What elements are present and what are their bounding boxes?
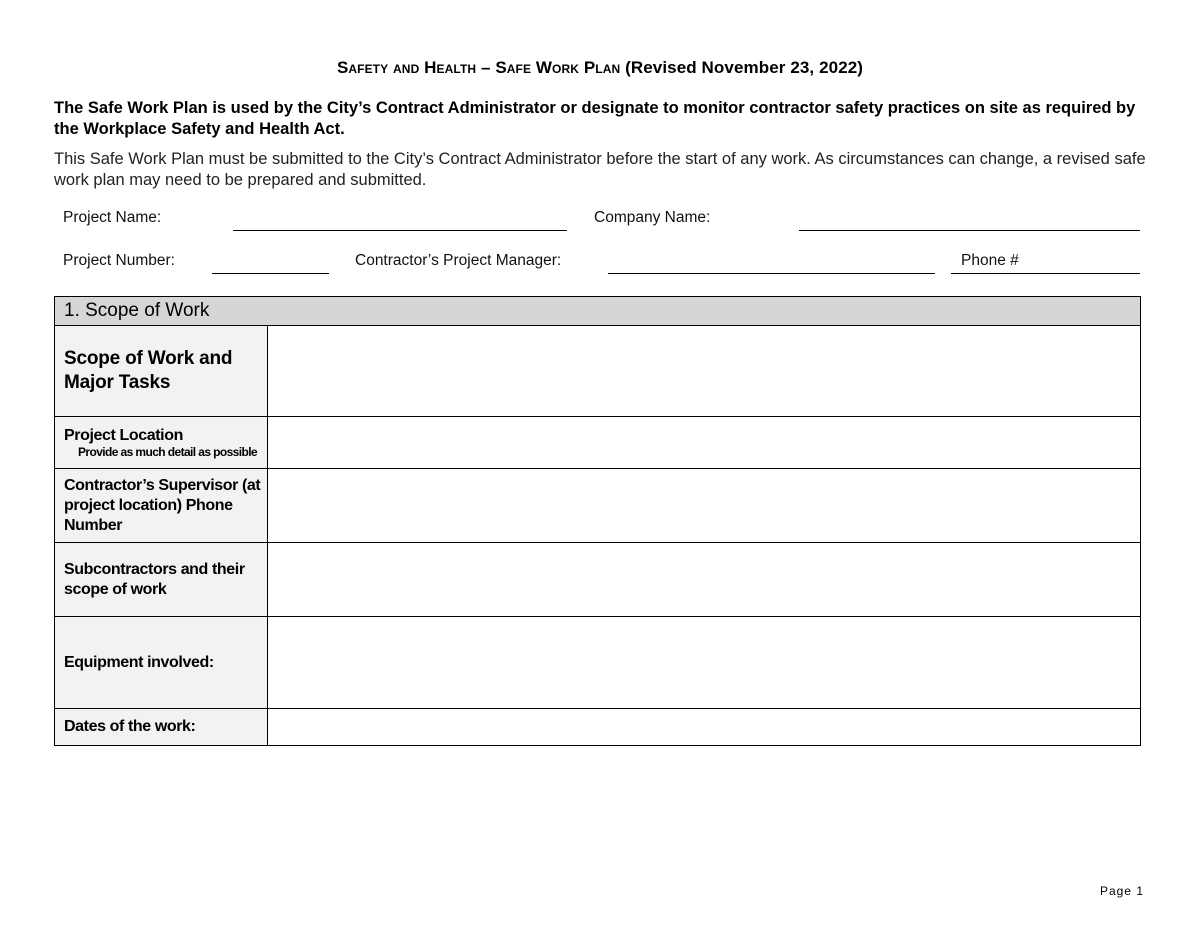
- section-title: 1. Scope of Work: [55, 297, 1141, 326]
- row-value-dates[interactable]: [268, 709, 1141, 746]
- company-name-input-line[interactable]: [799, 230, 1140, 231]
- table-row: [55, 417, 1141, 469]
- row-label-text: Scope of Work and Major Tasks: [64, 348, 233, 393]
- table-row: [55, 469, 1141, 543]
- scope-of-work-table: [54, 296, 1141, 746]
- row-label-text: Subcontractors and their scope of work: [64, 560, 245, 598]
- project-number-input-line[interactable]: [212, 273, 329, 274]
- section-header-row: [55, 297, 1141, 326]
- row-value-location[interactable]: [268, 417, 1141, 469]
- row-label-location: [55, 417, 268, 469]
- project-manager-label: Contractor’s Project Manager:: [355, 252, 562, 269]
- row-value-subcontractors[interactable]: [268, 543, 1141, 617]
- table-row: [55, 326, 1141, 417]
- title-separator: –: [476, 58, 496, 77]
- company-name-label: Company Name:: [594, 209, 711, 226]
- project-number-label: Project Number:: [63, 252, 175, 269]
- project-name-input-line[interactable]: [233, 230, 567, 231]
- table-row: [55, 617, 1141, 709]
- title-revised: (Revised November 23, 2022): [620, 58, 864, 77]
- table-row: [55, 543, 1141, 617]
- row-label-text: Equipment involved:: [64, 653, 214, 671]
- title-part-2: Safe Work Plan: [495, 58, 621, 77]
- row-value-equipment[interactable]: [268, 617, 1141, 709]
- row-value-supervisor[interactable]: [268, 469, 1141, 543]
- project-manager-input-line[interactable]: [608, 273, 935, 274]
- row-label-supervisor: [55, 469, 268, 543]
- phone-label: Phone #: [961, 252, 1019, 269]
- intro-instructions: This Safe Work Plan must be submitted to the City’s Contract Administrator before the start of any work. As circumstances can change, a revised safe work plan may need to be prepared and submitted.: [54, 150, 1146, 189]
- intro-purpose: The Safe Work Plan is used by the City’s Contract Administrator or designate to monitor contractor safety practices on site as required by the Workplace Safety and Health Act.: [54, 99, 1136, 138]
- table-row: [55, 709, 1141, 746]
- row-label-subcontractors: [55, 543, 268, 617]
- phone-input-line[interactable]: [951, 273, 1140, 274]
- document-title: [0, 58, 1200, 78]
- row-label-text: Dates of the work:: [64, 718, 196, 735]
- row-label-scope: [55, 326, 268, 417]
- page-number: Page 1: [1099, 884, 1144, 898]
- row-label-dates: [55, 709, 268, 746]
- row-label-text: Project Location: [64, 427, 183, 444]
- title-part-1: Safety and Health: [336, 58, 477, 77]
- row-label-hint: Provide as much detail as possible: [78, 445, 258, 459]
- project-name-label: Project Name:: [63, 209, 162, 226]
- row-label-equipment: [55, 617, 268, 709]
- row-label-text: Contractor’s Supervisor (at project location) Phone Number: [64, 476, 261, 534]
- row-value-scope[interactable]: [268, 326, 1141, 417]
